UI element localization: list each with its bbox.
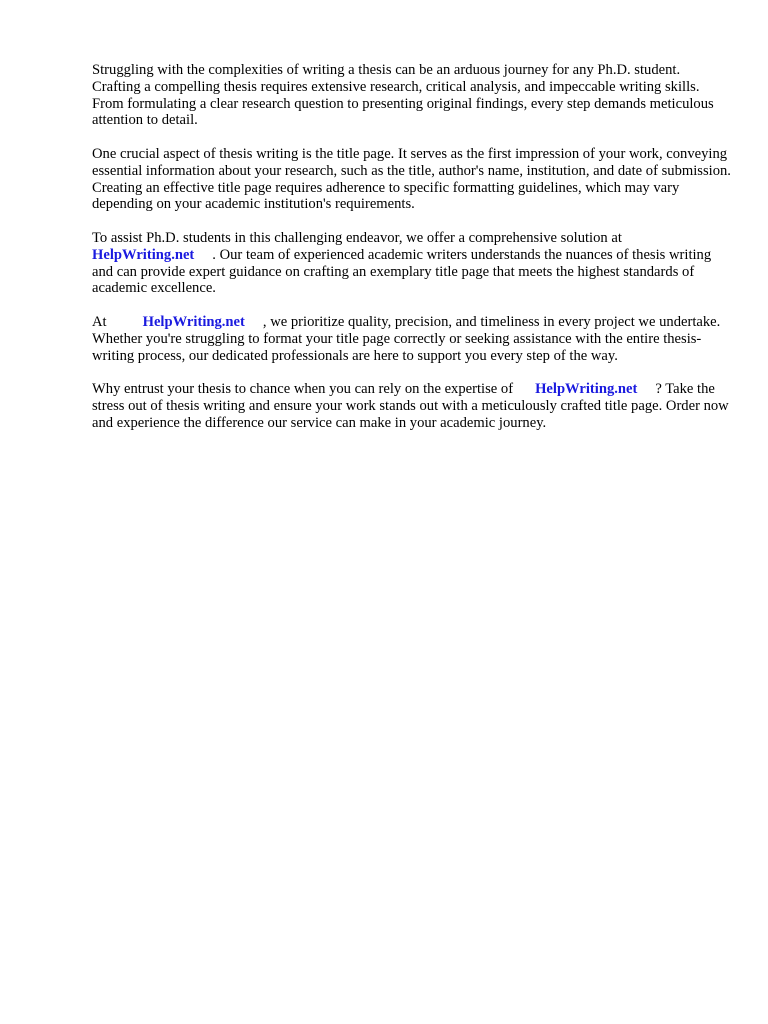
- paragraph-quality: [92, 314, 732, 364]
- paragraph-solution-text-before: To assist Ph.D. students in this challenging endeavor, we offer a comprehensive solution at: [92, 229, 622, 246]
- document-page: [92, 62, 732, 448]
- paragraph-closing: [92, 381, 732, 431]
- paragraph-quality-text-after: , we prioritize quality, precision, and timeliness in every project we undertake. Whether you're struggling to format your title page correctly or seeking assistance with the entire thesis-writing process, our dedicated professionals are here to support you every step of the way.: [92, 313, 721, 364]
- paragraph-closing-text-after: ? Take the stress out of thesis writing and ensure your work stands out with a meticulously crafted title page. Order now and experience the difference our service can make in your academic journey.: [92, 381, 729, 431]
- paragraph-title-page: One crucial aspect of thesis writing is the title page. It serves as the first impression of your work, conveying essential information about your research, such as the title, author's name, institution, and date of submission. Creating an effective title page requires adherence to specific formatting guidelines, which may vary depending on your academic institution's requirements.: [92, 145, 731, 213]
- paragraph-quality-text-before: At: [92, 313, 107, 330]
- paragraph-closing-text-before: Why entrust your thesis to chance when you can rely on the expertise of: [92, 381, 514, 398]
- helpwriting-link[interactable]: HelpWriting.net: [535, 381, 638, 398]
- paragraph-solution-text-after: . Our team of experienced academic writers understands the nuances of thesis writing and can provide expert guidance on crafting an exemplary title page that meets the highest standards of academic excellence.: [92, 246, 712, 297]
- paragraph-intro: Struggling with the complexities of writing a thesis can be an arduous journey for any Ph.D. student. Crafting a compelling thesis requires extensive research, critical analysis, and impeccable writing skills. From formulating a clear research question to presenting original findings, every step demands meticulous attention to detail.: [92, 62, 714, 129]
- paragraph-solution: [92, 230, 732, 297]
- helpwriting-link[interactable]: HelpWriting.net: [142, 313, 245, 330]
- helpwriting-link[interactable]: HelpWriting.net: [92, 246, 195, 263]
